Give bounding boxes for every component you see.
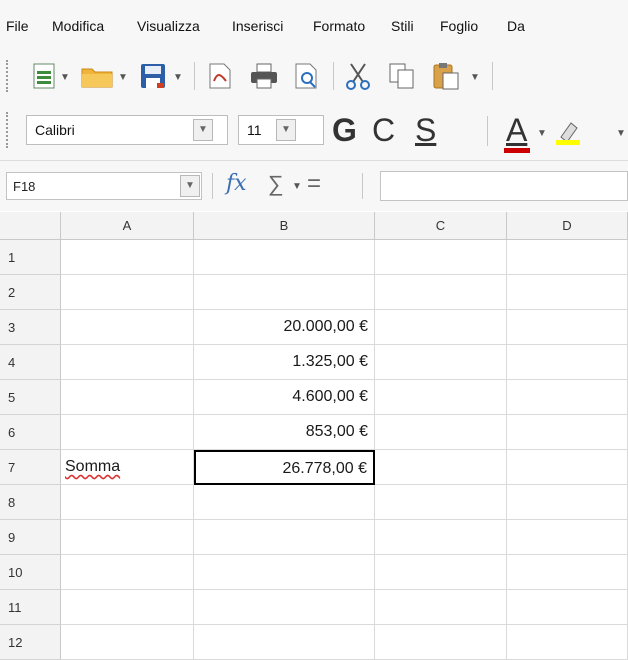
font-color-swatch	[504, 148, 530, 153]
cell-c7[interactable]	[375, 450, 507, 485]
cell-b1[interactable]	[194, 240, 375, 275]
cell-a1[interactable]	[61, 240, 194, 275]
row-header[interactable]: 2	[0, 275, 61, 310]
toolbar-grip[interactable]	[6, 60, 10, 92]
cell-c10[interactable]	[375, 555, 507, 590]
cell-a10[interactable]	[61, 555, 194, 590]
cell-b3[interactable]	[194, 310, 375, 345]
row-header[interactable]: 1	[0, 240, 61, 275]
font-size-dropdown-button[interactable]: ▼	[276, 119, 296, 141]
menu-foglio[interactable]: Foglio	[440, 18, 479, 34]
menu-inserisci[interactable]: Inserisci	[232, 18, 284, 34]
cell-value: 26.778,00 €	[282, 460, 367, 477]
cell-b4[interactable]	[194, 345, 375, 380]
formula-bar	[0, 160, 628, 211]
cell-value: 1.325,00 €	[292, 353, 368, 370]
cell-b11[interactable]	[194, 590, 375, 625]
row-header[interactable]: 3	[0, 310, 61, 345]
cell-d1[interactable]	[507, 240, 628, 275]
cell-c11[interactable]	[375, 590, 507, 625]
font-name-input[interactable]: Calibri	[26, 115, 228, 145]
chevron-down-icon[interactable]: ▼	[60, 72, 70, 83]
column-header-b[interactable]: B	[194, 212, 375, 240]
cell-a5[interactable]	[61, 380, 194, 415]
cell-d3[interactable]	[507, 310, 628, 345]
highlight-icon[interactable]	[552, 114, 584, 146]
cell-c4[interactable]	[375, 345, 507, 380]
cell-c3[interactable]	[375, 310, 507, 345]
cell-a9[interactable]	[61, 520, 194, 555]
cut-icon[interactable]	[342, 60, 374, 92]
export-pdf-icon[interactable]	[205, 60, 235, 92]
cell-a3[interactable]	[61, 310, 194, 345]
toolbar-separator	[487, 116, 488, 146]
standard-toolbar	[0, 52, 628, 100]
cell-b12[interactable]	[194, 625, 375, 660]
toolbar-separator	[362, 173, 363, 199]
cell-b5[interactable]	[194, 380, 375, 415]
cell-d11[interactable]	[507, 590, 628, 625]
chevron-down-icon[interactable]: ▼	[118, 72, 128, 83]
select-all-corner[interactable]	[0, 212, 61, 240]
cell-b6[interactable]	[194, 415, 375, 450]
function-wizard-button[interactable]: fx	[226, 171, 247, 196]
chevron-down-icon[interactable]: ▼	[470, 72, 480, 83]
font-size-input[interactable]: 11	[238, 115, 324, 145]
cell-a11[interactable]	[61, 590, 194, 625]
bold-button[interactable]: G	[332, 112, 357, 148]
cell-d12[interactable]	[507, 625, 628, 660]
cell-a6[interactable]	[61, 415, 194, 450]
cell-b8[interactable]	[194, 485, 375, 520]
row-header[interactable]: 7	[0, 450, 61, 485]
cell-d2[interactable]	[507, 275, 628, 310]
open-folder-icon[interactable]	[80, 60, 114, 92]
menu-dati[interactable]: Da	[507, 18, 525, 34]
menu-file[interactable]: File	[6, 18, 29, 34]
row-header[interactable]: 6	[0, 415, 61, 450]
font-name-dropdown-button[interactable]: ▼	[193, 119, 213, 141]
formula-input[interactable]	[380, 171, 628, 201]
cell-value: 20.000,00 €	[283, 318, 368, 335]
cell-c1[interactable]	[375, 240, 507, 275]
cell-b2[interactable]	[194, 275, 375, 310]
menu-stili[interactable]: Stili	[391, 18, 414, 34]
underline-button[interactable]: S	[415, 112, 437, 148]
cell-a8[interactable]	[61, 485, 194, 520]
row-header[interactable]: 10	[0, 555, 61, 590]
font-color-button[interactable]: A	[506, 112, 528, 148]
row-header[interactable]: 11	[0, 590, 61, 625]
cell-d7[interactable]	[507, 450, 628, 485]
cell-b10[interactable]	[194, 555, 375, 590]
print-icon[interactable]	[248, 60, 280, 92]
menu-formato[interactable]: Formato	[313, 18, 366, 34]
cell-b9[interactable]	[194, 520, 375, 555]
chevron-down-icon[interactable]: ▼	[616, 128, 626, 139]
toolbar-separator	[212, 173, 213, 199]
print-preview-icon[interactable]	[292, 60, 322, 92]
chevron-down-icon[interactable]: ▼	[173, 72, 183, 83]
row-header[interactable]: 5	[0, 380, 61, 415]
column-header-d[interactable]: D	[507, 212, 628, 240]
cell-c6[interactable]	[375, 415, 507, 450]
italic-button[interactable]: C	[372, 112, 396, 148]
cell-c9[interactable]	[375, 520, 507, 555]
cell-value: 4.600,00 €	[292, 388, 368, 405]
column-header-a[interactable]: A	[61, 212, 194, 240]
menu-visualizza[interactable]: Visualizza	[137, 18, 200, 34]
cell-b7[interactable]	[194, 450, 375, 485]
cell-a7[interactable]	[61, 450, 194, 485]
toolbar-separator	[492, 62, 493, 90]
cell-c5[interactable]	[375, 380, 507, 415]
copy-icon[interactable]	[386, 60, 418, 92]
toolbar-grip[interactable]	[6, 112, 10, 148]
cell-c8[interactable]	[375, 485, 507, 520]
menu-modifica[interactable]: Modifica	[52, 18, 105, 34]
name-box[interactable]: F18	[6, 172, 202, 200]
cell-d5[interactable]	[507, 380, 628, 415]
cell-d6[interactable]	[507, 415, 628, 450]
row-header[interactable]: 9	[0, 520, 61, 555]
cell-c2[interactable]	[375, 275, 507, 310]
row-header[interactable]: 8	[0, 485, 61, 520]
row-header[interactable]: 12	[0, 625, 61, 660]
cell-c12[interactable]	[375, 625, 507, 660]
cell-d8[interactable]	[507, 485, 628, 520]
cell-value: Somma	[65, 458, 121, 475]
chevron-down-icon[interactable]: ▼	[537, 128, 547, 139]
toolbar-separator	[333, 62, 334, 90]
cell-a2[interactable]	[61, 275, 194, 310]
toolbar-separator	[194, 62, 195, 90]
column-header-c[interactable]: C	[375, 212, 507, 240]
cell-a12[interactable]	[61, 625, 194, 660]
cell-value: 853,00 €	[305, 423, 368, 440]
spreadsheet-grid	[0, 212, 628, 650]
cell-a4[interactable]	[61, 345, 194, 380]
cell-d10[interactable]	[507, 555, 628, 590]
equals-button[interactable]: =	[307, 170, 322, 197]
row-header[interactable]: 4	[0, 345, 61, 380]
name-box-dropdown-button[interactable]: ▼	[180, 175, 200, 197]
sum-button[interactable]: ∑	[268, 171, 284, 196]
cell-d9[interactable]	[507, 520, 628, 555]
save-icon[interactable]	[138, 60, 168, 92]
new-spreadsheet-icon[interactable]	[30, 60, 58, 92]
cell-d4[interactable]	[507, 345, 628, 380]
menu-bar	[0, 0, 628, 52]
paste-icon[interactable]	[430, 60, 462, 92]
chevron-down-icon[interactable]: ▼	[292, 181, 302, 192]
